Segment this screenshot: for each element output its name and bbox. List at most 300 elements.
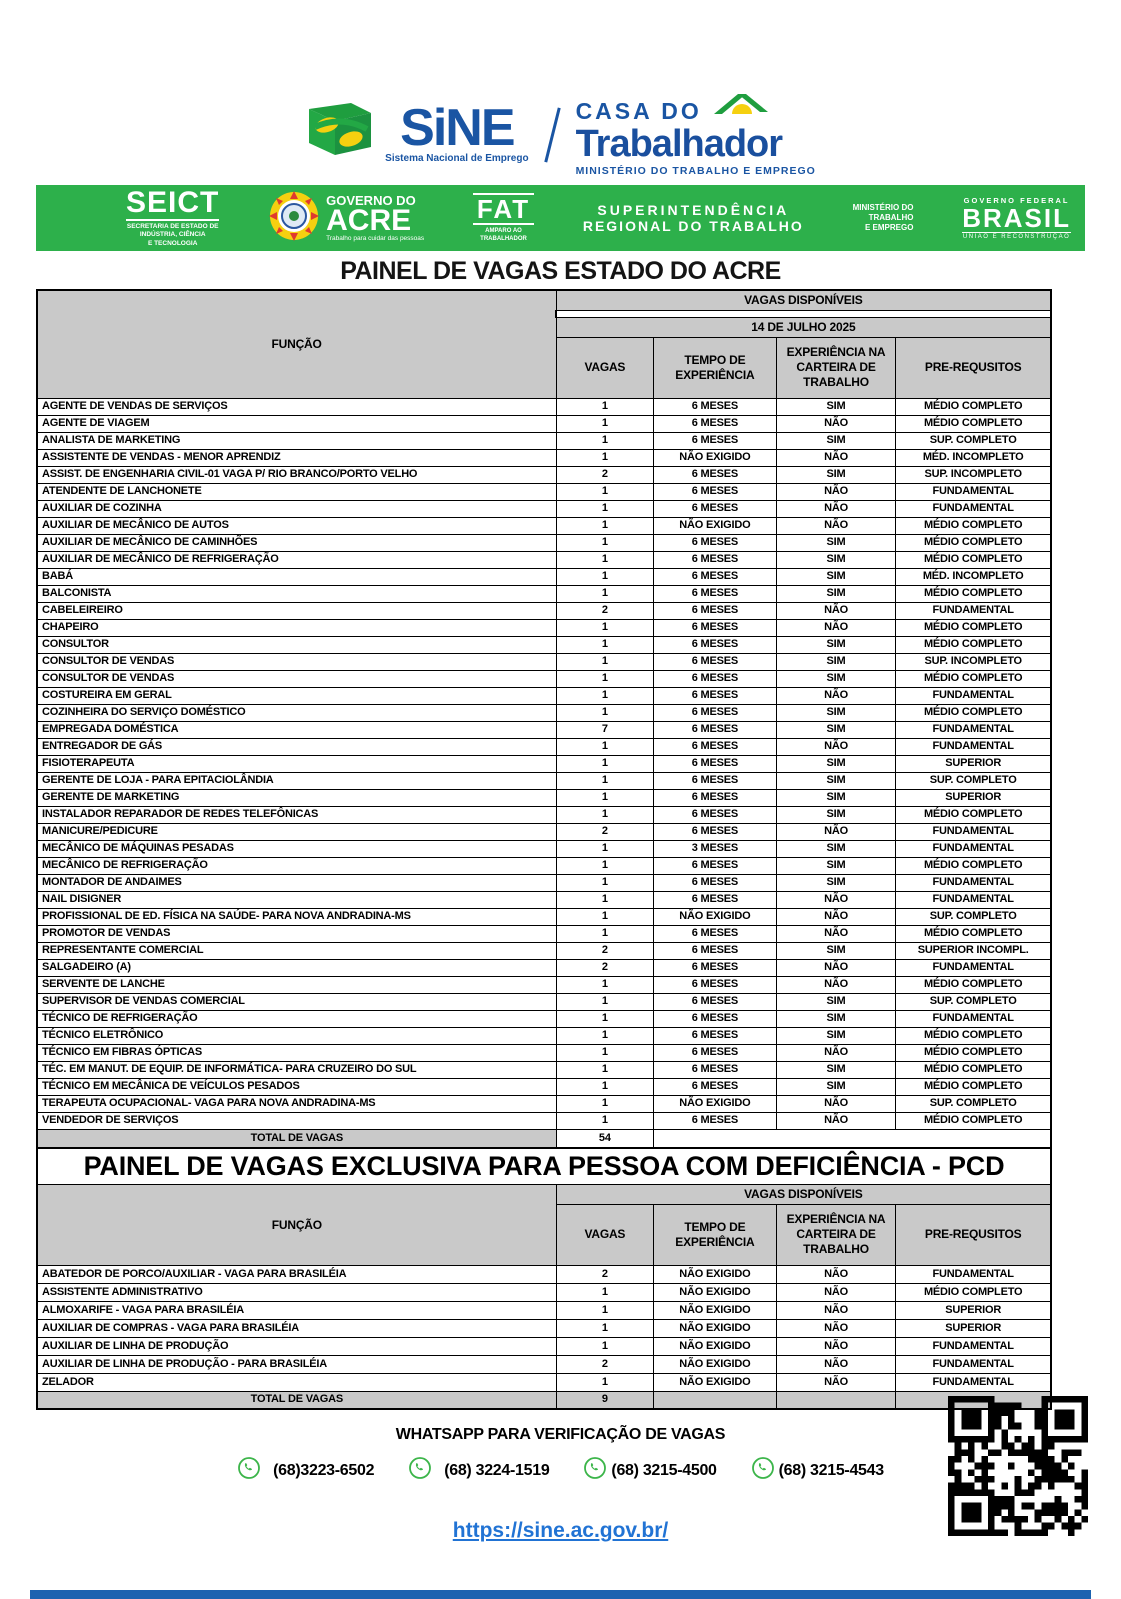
table-row: [37, 755, 1051, 772]
phone-number: (68) 3215-4543: [778, 1461, 884, 1479]
table-row: [37, 1078, 1051, 1095]
carteira-cell: NÃO: [776, 891, 896, 908]
carteira-cell: SIM: [776, 840, 896, 857]
tempo-cell: 6 MESES: [654, 738, 777, 755]
vagas-cell: 1: [556, 398, 653, 415]
requisitos-cell: MÉDIO COMPLETO: [896, 806, 1051, 823]
tempo-cell: NÃO EXIGIDO: [654, 1337, 777, 1355]
table-row: [37, 874, 1051, 891]
carteira-cell: NÃO: [776, 908, 896, 925]
vagas-cell: 1: [556, 551, 653, 568]
funcao-cell: SUPERVISOR DE VENDAS COMERCIAL: [37, 993, 556, 1010]
table-row: [37, 1112, 1051, 1129]
vagas-cell: 1: [556, 1078, 653, 1095]
total-empty-cell: [654, 1129, 1051, 1148]
table-row: [37, 687, 1051, 704]
phone-number: (68) 3224-1519: [444, 1461, 550, 1479]
table-row: [37, 738, 1051, 755]
requisitos-cell: SUP. INCOMPLETO: [896, 466, 1051, 483]
tempo-cell: NÃO EXIGIDO: [654, 1095, 777, 1112]
carteira-cell: SIM: [776, 857, 896, 874]
funcao-cell: GERENTE DE LOJA - PARA EPITACIOLÂNDIA: [37, 772, 556, 789]
pcd-section-title: PAINEL DE VAGAS EXCLUSIVA PARA PESSOA COM DEFICIÊNCIA - PCD: [37, 1148, 1051, 1184]
funcao-cell: FISIOTERAPEUTA: [37, 755, 556, 772]
tempo-cell: 6 MESES: [654, 704, 777, 721]
casa-line2: Trabalhador: [575, 123, 783, 165]
casa-house-icon: [712, 92, 770, 125]
funcao-cell: CONSULTOR DE VENDAS: [37, 653, 556, 670]
requisitos-cell: MÉD. INCOMPLETO: [896, 568, 1051, 585]
vagas-cell: 2: [556, 959, 653, 976]
vagas-cell: 1: [556, 976, 653, 993]
funcao-cell: ENTREGADOR DE GÁS: [37, 738, 556, 755]
pcd-total-empty-cell: [776, 1391, 896, 1409]
table-row: [37, 976, 1051, 993]
requisitos-cell: MÉDIO COMPLETO: [896, 619, 1051, 636]
funcao-cell: TÉCNICO DE REFRIGERAÇÃO: [37, 1010, 556, 1027]
table-row: [37, 1337, 1051, 1355]
carteira-cell: NÃO: [776, 483, 896, 500]
carteira-cell: SIM: [776, 789, 896, 806]
requisitos-cell: MÉDIO COMPLETO: [896, 1044, 1051, 1061]
whatsapp-icon: [237, 1456, 261, 1485]
pcd-total-row: [37, 1391, 1051, 1409]
carteira-cell: NÃO: [776, 1044, 896, 1061]
vagas-cell: 1: [556, 789, 653, 806]
tempo-cell: 6 MESES: [654, 602, 777, 619]
column-header-funcao: FUNÇÃO: [37, 290, 556, 398]
vagas-cell: 2: [556, 1265, 653, 1283]
funcao-cell: ANALISTA DE MARKETING: [37, 432, 556, 449]
vagas-cell: 1: [556, 891, 653, 908]
carteira-cell: SIM: [776, 755, 896, 772]
pcd-column-header-tempo: TEMPO DE EXPERIÊNCIA: [654, 1204, 777, 1265]
funcao-cell: AGENTE DE VENDAS DE SERVIÇOS: [37, 398, 556, 415]
requisitos-cell: SUP. INCOMPLETO: [896, 653, 1051, 670]
requisitos-cell: MÉDIO COMPLETO: [896, 534, 1051, 551]
vagas-cell: 1: [556, 1337, 653, 1355]
table-row: [37, 789, 1051, 806]
requisitos-cell: FUNDAMENTAL: [896, 738, 1051, 755]
carteira-cell: NÃO: [776, 415, 896, 432]
date-header: 14 DE JULHO 2025: [556, 317, 1051, 337]
pcd-column-header-carteira: EXPERIÊNCIA NA CARTEIRA DE TRABALHO: [776, 1204, 896, 1265]
requisitos-cell: SUPERIOR: [896, 1319, 1051, 1337]
table-row: [37, 636, 1051, 653]
carteira-cell: NÃO: [776, 925, 896, 942]
vagas-cell: 2: [556, 1355, 653, 1373]
carteira-cell: SIM: [776, 534, 896, 551]
carteira-cell: SIM: [776, 1061, 896, 1078]
funcao-cell: PROFISSIONAL DE ED. FÍSICA NA SAÚDE- PARA NOVA ANDRADINA-MS: [37, 908, 556, 925]
funcao-cell: MECÂNICO DE MÁQUINAS PESADAS: [37, 840, 556, 857]
vagas-cell: 1: [556, 534, 653, 551]
table-row: [37, 602, 1051, 619]
vagas-cell: 1: [556, 1373, 653, 1391]
tempo-cell: 6 MESES: [654, 721, 777, 738]
carteira-cell: NÃO: [776, 1355, 896, 1373]
vagas-cell: 1: [556, 500, 653, 517]
table-row: [37, 1283, 1051, 1301]
requisitos-cell: MÉDIO COMPLETO: [896, 1078, 1051, 1095]
whatsapp-icon: [751, 1456, 775, 1485]
table-row: [37, 959, 1051, 976]
funcao-cell: CHAPEIRO: [37, 619, 556, 636]
carteira-cell: SIM: [776, 942, 896, 959]
table-row: [37, 1044, 1051, 1061]
table-row: [37, 653, 1051, 670]
carteira-cell: SIM: [776, 1010, 896, 1027]
vagas-cell: 1: [556, 517, 653, 534]
tempo-cell: NÃO EXIGIDO: [654, 908, 777, 925]
site-link[interactable]: https://sine.ac.gov.br/: [452, 1519, 669, 1542]
tempo-cell: 6 MESES: [654, 976, 777, 993]
carteira-cell: SIM: [776, 721, 896, 738]
vagas-cell: 1: [556, 670, 653, 687]
table-row: [37, 1095, 1051, 1112]
table-row: [37, 1010, 1051, 1027]
requisitos-cell: FUNDAMENTAL: [896, 1337, 1051, 1355]
funcao-cell: BALCONISTA: [37, 585, 556, 602]
vagas-cell: 1: [556, 874, 653, 891]
funcao-cell: INSTALADOR REPARADOR DE REDES TELEFÔNICAS: [37, 806, 556, 823]
seict-sub3: E TECNOLOGIA: [147, 239, 198, 247]
table-row: [37, 500, 1051, 517]
funcao-cell: BABÁ: [37, 568, 556, 585]
requisitos-cell: FUNDAMENTAL: [896, 1373, 1051, 1391]
vagas-cell: 1: [556, 857, 653, 874]
requisitos-cell: MÉDIO COMPLETO: [896, 1283, 1051, 1301]
funcao-cell: TÉCNICO EM MECÂNICA DE VEÍCULOS PESADOS: [37, 1078, 556, 1095]
vagas-cell: 7: [556, 721, 653, 738]
carteira-cell: NÃO: [776, 1319, 896, 1337]
carteira-cell: NÃO: [776, 1283, 896, 1301]
requisitos-cell: MÉDIO COMPLETO: [896, 551, 1051, 568]
tempo-cell: 6 MESES: [654, 619, 777, 636]
mte-line1: MINISTÉRIO DO: [852, 203, 914, 212]
requisitos-cell: FUNDAMENTAL: [896, 500, 1051, 517]
vagas-cell: 1: [556, 772, 653, 789]
table-row: [37, 398, 1051, 415]
tempo-cell: 6 MESES: [654, 585, 777, 602]
vagas-cell: 1: [556, 840, 653, 857]
seict-sub1: SECRETARIA DE ESTADO DE: [126, 222, 219, 230]
funcao-cell: COZINHEIRA DO SERVIÇO DOMÉSTICO: [37, 704, 556, 721]
vagas-cell: 1: [556, 704, 653, 721]
tempo-cell: 6 MESES: [654, 1027, 777, 1044]
funcao-cell: CONSULTOR DE VENDAS: [37, 670, 556, 687]
tempo-cell: NÃO EXIGIDO: [654, 1265, 777, 1283]
tempo-cell: 6 MESES: [654, 942, 777, 959]
requisitos-cell: FUNDAMENTAL: [896, 687, 1051, 704]
tempo-cell: 6 MESES: [654, 891, 777, 908]
carteira-cell: SIM: [776, 551, 896, 568]
tempo-cell: 6 MESES: [654, 823, 777, 840]
requisitos-cell: SUP. COMPLETO: [896, 993, 1051, 1010]
requisitos-cell: MÉDIO COMPLETO: [896, 704, 1051, 721]
tempo-cell: 6 MESES: [654, 466, 777, 483]
funcao-cell: PROMOTOR DE VENDAS: [37, 925, 556, 942]
table-row: [37, 772, 1051, 789]
table-row: [37, 891, 1051, 908]
carteira-cell: SIM: [776, 670, 896, 687]
requisitos-cell: MÉDIO COMPLETO: [896, 398, 1051, 415]
requisitos-cell: SUP. COMPLETO: [896, 772, 1051, 789]
funcao-cell: ZELADOR: [37, 1373, 556, 1391]
carteira-cell: SIM: [776, 636, 896, 653]
carteira-cell: NÃO: [776, 1337, 896, 1355]
vagas-cell: 1: [556, 1319, 653, 1337]
brasil-name: BRASIL: [962, 203, 1071, 233]
column-header-requisitos: PRE-REQUSITOS: [896, 337, 1051, 398]
requisitos-cell: FUNDAMENTAL: [896, 959, 1051, 976]
tempo-cell: 6 MESES: [654, 534, 777, 551]
carteira-cell: NÃO: [776, 1265, 896, 1283]
funcao-cell: NAIL DISIGNER: [37, 891, 556, 908]
funcao-cell: AUXILIAR DE COZINHA: [37, 500, 556, 517]
carteira-cell: NÃO: [776, 687, 896, 704]
table-row: [37, 721, 1051, 738]
vagas-cell: 1: [556, 993, 653, 1010]
table-row: [37, 1373, 1051, 1391]
requisitos-cell: FUNDAMENTAL: [896, 721, 1051, 738]
phone-item: [751, 1456, 884, 1485]
table-row: [37, 840, 1051, 857]
tempo-cell: 6 MESES: [654, 500, 777, 517]
whatsapp-title: WHATSAPP PARA VERIFICAÇÃO DE VAGAS: [395, 1426, 726, 1443]
funcao-cell: ABATEDOR DE PORCO/AUXILIAR - VAGA PARA BRASILÉIA: [37, 1265, 556, 1283]
tempo-cell: 6 MESES: [654, 959, 777, 976]
requisitos-cell: SUPERIOR INCOMPL.: [896, 942, 1051, 959]
total-row: [37, 1129, 1051, 1148]
tempo-cell: 6 MESES: [654, 772, 777, 789]
logo-divider: [544, 107, 560, 162]
requisitos-cell: MÉDIO COMPLETO: [896, 517, 1051, 534]
vagas-cell: 1: [556, 483, 653, 500]
vagas-cell: 1: [556, 687, 653, 704]
requisitos-cell: MÉDIO COMPLETO: [896, 585, 1051, 602]
tempo-cell: 6 MESES: [654, 789, 777, 806]
requisitos-cell: MÉDIO COMPLETO: [896, 636, 1051, 653]
acre-coat-of-arms-icon: [268, 190, 320, 247]
tempo-cell: 6 MESES: [654, 1010, 777, 1027]
carteira-cell: NÃO: [776, 1301, 896, 1319]
vagas-cell: 1: [556, 738, 653, 755]
requisitos-cell: SUPERIOR: [896, 1301, 1051, 1319]
sine-logo: [305, 98, 529, 166]
qr-code: [948, 1396, 1088, 1536]
carteira-cell: NÃO: [776, 959, 896, 976]
table-row: [37, 432, 1051, 449]
table-row: [37, 619, 1051, 636]
pcd-column-header-funcao: FUNÇÃO: [37, 1184, 556, 1265]
whatsapp-icon: [583, 1456, 607, 1485]
requisitos-cell: SUP. COMPLETO: [896, 908, 1051, 925]
vagas-cell: 1: [556, 1095, 653, 1112]
requisitos-cell: FUNDAMENTAL: [896, 483, 1051, 500]
tempo-cell: NÃO EXIGIDO: [654, 1373, 777, 1391]
requisitos-cell: FUNDAMENTAL: [896, 1010, 1051, 1027]
carteira-cell: SIM: [776, 704, 896, 721]
requisitos-cell: SUP. COMPLETO: [896, 432, 1051, 449]
requisitos-cell: MÉDIO COMPLETO: [896, 1112, 1051, 1129]
green-banner: [36, 185, 1085, 251]
acre-line1: GOVERNO DO: [326, 193, 416, 208]
funcao-cell: AGENTE DE VIAGEM: [37, 415, 556, 432]
acre-tagline: Trabalho para cuidar das pessoas: [326, 235, 425, 242]
funcao-cell: ALMOXARIFE - VAGA PARA BRASILÉIA: [37, 1301, 556, 1319]
srt-line2: REGIONAL DO TRABALHO: [582, 218, 804, 234]
vagas-cell: 1: [556, 908, 653, 925]
requisitos-cell: MÉDIO COMPLETO: [896, 670, 1051, 687]
pcd-total-label: TOTAL DE VAGAS: [37, 1391, 556, 1409]
vagas-cell: 2: [556, 602, 653, 619]
requisitos-cell: MÉDIO COMPLETO: [896, 857, 1051, 874]
column-header-carteira: EXPERIÊNCIA NA CARTEIRA DE TRABALHO: [776, 337, 896, 398]
tempo-cell: 6 MESES: [654, 806, 777, 823]
requisitos-cell: SUPERIOR: [896, 789, 1051, 806]
casa-line1: CASA DO: [575, 98, 702, 124]
tempo-cell: 6 MESES: [654, 1044, 777, 1061]
funcao-cell: MONTADOR DE ANDAIMES: [37, 874, 556, 891]
funcao-cell: ASSISTENTE ADMINISTRATIVO: [37, 1283, 556, 1301]
funcao-cell: TÉCNICO ELETRÔNICO: [37, 1027, 556, 1044]
pcd-table: [36, 1147, 1052, 1410]
casa-trabalhador-logo: [576, 92, 816, 177]
vagas-cell: 1: [556, 1010, 653, 1027]
phone-item: [583, 1456, 716, 1485]
table-row: [37, 568, 1051, 585]
funcao-cell: AUXILIAR DE LINHA DE PRODUÇÃO: [37, 1337, 556, 1355]
carteira-cell: NÃO: [776, 517, 896, 534]
tempo-cell: 6 MESES: [654, 551, 777, 568]
requisitos-cell: FUNDAMENTAL: [896, 891, 1051, 908]
table-row: [37, 942, 1051, 959]
carteira-cell: SIM: [776, 806, 896, 823]
funcao-cell: MECÂNICO DE REFRIGERAÇÃO: [37, 857, 556, 874]
carteira-cell: SIM: [776, 1078, 896, 1095]
table-row: [37, 993, 1051, 1010]
mte-line3: E EMPREGO: [865, 223, 914, 232]
funcao-cell: ASSISTENTE DE VENDAS - MENOR APRENDIZ: [37, 449, 556, 466]
table-row: [37, 517, 1051, 534]
requisitos-cell: FUNDAMENTAL: [896, 874, 1051, 891]
carteira-cell: SIM: [776, 772, 896, 789]
brasil-top: GOVERNO FEDERAL: [963, 196, 1070, 205]
table-row: [37, 857, 1051, 874]
carteira-cell: NÃO: [776, 738, 896, 755]
funcao-cell: GERENTE DE MARKETING: [37, 789, 556, 806]
funcao-cell: TERAPEUTA OCUPACIONAL- VAGA PARA NOVA ANDRADINA-MS: [37, 1095, 556, 1112]
vagas-cell: 1: [556, 806, 653, 823]
funcao-cell: AUXILIAR DE MECÂNICO DE AUTOS: [37, 517, 556, 534]
pcd-vagas-disponiveis-header: VAGAS DISPONÍVEIS: [556, 1184, 1051, 1204]
funcao-cell: AUXILIAR DE MECÂNICO DE CAMINHÕES: [37, 534, 556, 551]
total-label: TOTAL DE VAGAS: [37, 1129, 556, 1148]
column-header-vagas: VAGAS: [556, 337, 653, 398]
carteira-cell: NÃO: [776, 619, 896, 636]
table-row: [37, 670, 1051, 687]
table-row: [37, 1027, 1051, 1044]
header-spacer: [556, 310, 1051, 317]
table-row: [37, 585, 1051, 602]
funcao-cell: AUXILIAR DE COMPRAS - VAGA PARA BRASILÉIA: [37, 1319, 556, 1337]
carteira-cell: SIM: [776, 568, 896, 585]
pcd-column-header-requisitos: PRE-REQUSITOS: [896, 1204, 1051, 1265]
page-title: PAINEL DE VAGAS ESTADO DO ACRE: [340, 257, 781, 285]
fat-sub2: TRABALHADOR: [480, 236, 527, 242]
funcao-cell: SERVENTE DE LANCHE: [37, 976, 556, 993]
requisitos-cell: FUNDAMENTAL: [896, 1265, 1051, 1283]
tempo-cell: NÃO EXIGIDO: [654, 1283, 777, 1301]
whatsapp-icon: [408, 1456, 432, 1485]
vagas-cell: 2: [556, 942, 653, 959]
bottom-bar: [30, 1590, 1091, 1599]
tempo-cell: 3 MESES: [654, 840, 777, 857]
tempo-cell: NÃO EXIGIDO: [654, 449, 777, 466]
requisitos-cell: FUNDAMENTAL: [896, 1355, 1051, 1373]
vagas-cell: 1: [556, 415, 653, 432]
table-row: [37, 1265, 1051, 1283]
fat-sub1: AMPARO AO: [485, 227, 522, 234]
vagas-cell: 1: [556, 432, 653, 449]
vagas-cell: 1: [556, 1027, 653, 1044]
carteira-cell: NÃO: [776, 449, 896, 466]
table-row: [37, 1355, 1051, 1373]
tempo-cell: 6 MESES: [654, 687, 777, 704]
table-row: [37, 704, 1051, 721]
carteira-cell: SIM: [776, 398, 896, 415]
tempo-cell: NÃO EXIGIDO: [654, 1301, 777, 1319]
table-row: [37, 415, 1051, 432]
funcao-cell: ASSIST. DE ENGENHARIA CIVIL-01 VAGA P/ RIO BRANCO/PORTO VELHO: [37, 466, 556, 483]
carteira-cell: NÃO: [776, 1112, 896, 1129]
pcd-column-header-vagas: VAGAS: [556, 1204, 653, 1265]
carteira-cell: SIM: [776, 874, 896, 891]
carteira-cell: SIM: [776, 432, 896, 449]
vagas-cell: 1: [556, 619, 653, 636]
table-row: [37, 925, 1051, 942]
requisitos-cell: MÉDIO COMPLETO: [896, 415, 1051, 432]
tempo-cell: 6 MESES: [654, 1061, 777, 1078]
tempo-cell: 6 MESES: [654, 670, 777, 687]
total-value: 54: [556, 1129, 653, 1148]
vagas-cell: 2: [556, 466, 653, 483]
requisitos-cell: MÉDIO COMPLETO: [896, 1061, 1051, 1078]
vagas-cell: 1: [556, 755, 653, 772]
table-row: [37, 551, 1051, 568]
table-row: [37, 1061, 1051, 1078]
carteira-cell: SIM: [776, 993, 896, 1010]
seict-sub2: INDÚSTRIA, CIÊNCIA: [139, 231, 206, 239]
tempo-cell: 6 MESES: [654, 857, 777, 874]
vagas-cell: 1: [556, 653, 653, 670]
carteira-cell: NÃO: [776, 602, 896, 619]
tempo-cell: NÃO EXIGIDO: [654, 517, 777, 534]
funcao-cell: AUXILIAR DE LINHA DE PRODUÇÃO - PARA BRASILÉIA: [37, 1355, 556, 1373]
vagas-cell: 1: [556, 449, 653, 466]
sine-tagline: Sistema Nacional de Emprego: [385, 153, 529, 165]
funcao-cell: CABELEIREIRO: [37, 602, 556, 619]
funcao-cell: SALGADEIRO (A): [37, 959, 556, 976]
tempo-cell: 6 MESES: [654, 653, 777, 670]
table-row: [37, 483, 1051, 500]
vagas-cell: 1: [556, 1044, 653, 1061]
superintendencia-label: [583, 202, 804, 234]
carteira-cell: NÃO: [776, 976, 896, 993]
vagas-cell: 1: [556, 1112, 653, 1129]
vagas-cell: 1: [556, 925, 653, 942]
